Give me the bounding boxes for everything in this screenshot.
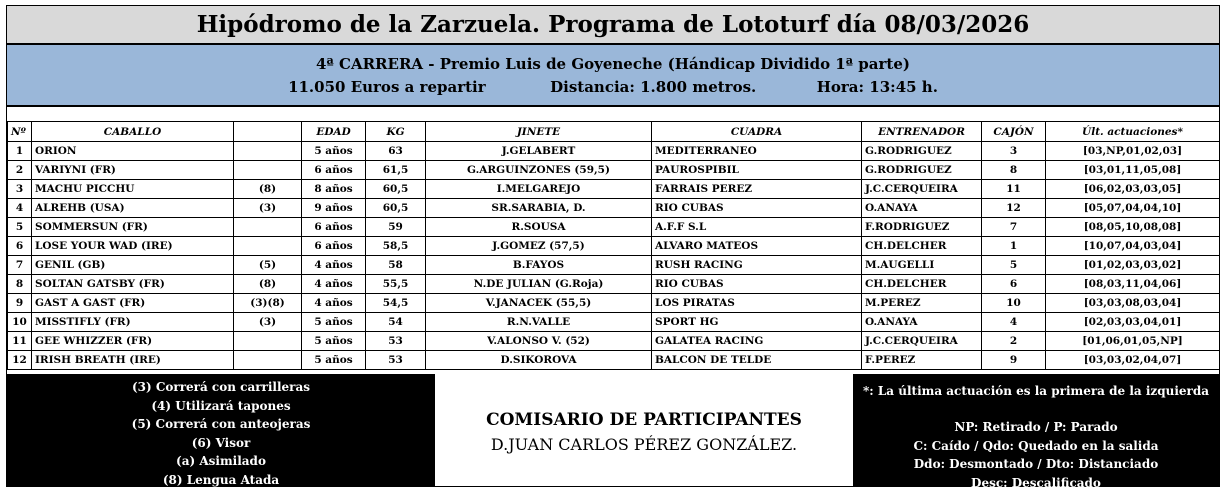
runner-kg: 54: [366, 313, 426, 332]
runner-equipment: (3): [234, 313, 302, 332]
col-header-stall: CAJÓN: [982, 122, 1046, 142]
runner-horse: ALREHB (USA): [32, 199, 234, 218]
runner-form: [06,02,03,03,05]: [1046, 180, 1220, 199]
form-codes: [853, 418, 1219, 492]
runner-num: 7: [8, 256, 32, 275]
runner-horse: SOLTAN GATSBY (FR): [32, 275, 234, 294]
runner-num: 10: [8, 313, 32, 332]
runner-stable: PAUROSPIBIL: [652, 161, 862, 180]
runner-kg: 60,5: [366, 180, 426, 199]
footer: [7, 374, 1219, 490]
runner-trainer: J.C.CERQUEIRA: [862, 332, 982, 351]
runner-age: 4 años: [302, 256, 366, 275]
runner-jockey: SR.SARABIA, D.: [426, 199, 652, 218]
runner-form: [02,03,03,04,01]: [1046, 313, 1220, 332]
runner-num: 9: [8, 294, 32, 313]
col-header-form: Últ. actuaciones*: [1046, 122, 1220, 142]
col-header-trainer: ENTRENADOR: [862, 122, 982, 142]
runner-form: [08,05,10,08,08]: [1046, 218, 1220, 237]
runner-kg: 55,5: [366, 275, 426, 294]
runner-form: [05,07,04,04,10]: [1046, 199, 1220, 218]
runner-stall: 2: [982, 332, 1046, 351]
runners-table: [7, 121, 1220, 370]
runner-equipment: (3): [234, 199, 302, 218]
runner-horse: GEE WHIZZER (FR): [32, 332, 234, 351]
runner-jockey: J.GELABERT: [426, 142, 652, 161]
table-row: [8, 199, 1220, 218]
runner-equipment: [234, 351, 302, 370]
runner-stall: 8: [982, 161, 1046, 180]
runner-age: 5 años: [302, 313, 366, 332]
col-header-stable: CUADRA: [652, 122, 862, 142]
table-row: [8, 313, 1220, 332]
spacer-row: [7, 107, 1219, 121]
col-header-equipment: [234, 122, 302, 142]
runner-horse: MISSTIFLY (FR): [32, 313, 234, 332]
runner-age: 4 años: [302, 294, 366, 313]
runner-stall: 4: [982, 313, 1046, 332]
runner-stall: 7: [982, 218, 1046, 237]
runner-rows: [8, 142, 1220, 370]
runner-equipment: (8): [234, 180, 302, 199]
runner-stable: LOS PIRATAS: [652, 294, 862, 313]
runner-age: 9 años: [302, 199, 366, 218]
runner-equipment: (8): [234, 275, 302, 294]
runner-stall: 3: [982, 142, 1046, 161]
runner-horse: IRISH BREATH (IRE): [32, 351, 234, 370]
runner-jockey: I.MELGAREJO: [426, 180, 652, 199]
runner-num: 12: [8, 351, 32, 370]
legend-item: (3) Correrá con carrilleras: [131, 380, 311, 394]
runner-trainer: G.RODRIGUEZ: [862, 142, 982, 161]
runner-stable: FARRAIS PEREZ: [652, 180, 862, 199]
runner-jockey: V.JANACEK (55,5): [426, 294, 652, 313]
table-row: [8, 142, 1220, 161]
runner-age: 6 años: [302, 161, 366, 180]
legend-item: (5) Correrá con anteojeras: [131, 417, 311, 432]
form-code-item: C: Caído / Qdo: Quedado en la salida: [913, 438, 1159, 453]
race-distance: Distancia: 1.800 metros.: [550, 78, 757, 96]
runner-num: 6: [8, 237, 32, 256]
runner-horse: SOMMERSUN (FR): [32, 218, 234, 237]
race-details: [7, 78, 1219, 96]
comisario-title: COMISARIO DE PARTICIPANTES: [486, 410, 802, 430]
runner-trainer: G.RODRIGUEZ: [862, 161, 982, 180]
table-row: [8, 256, 1220, 275]
runner-stable: SPORT HG: [652, 313, 862, 332]
runner-equipment: [234, 142, 302, 161]
runner-kg: 58: [366, 256, 426, 275]
runner-jockey: R.SOUSA: [426, 218, 652, 237]
runner-num: 11: [8, 332, 32, 351]
runner-stable: GALATEA RACING: [652, 332, 862, 351]
runner-jockey: J.GOMEZ (57,5): [426, 237, 652, 256]
runner-equipment: (5): [234, 256, 302, 275]
runner-equipment: [234, 237, 302, 256]
runner-form: [03,01,11,05,08]: [1046, 161, 1220, 180]
runner-kg: 59: [366, 218, 426, 237]
col-header-age: EDAD: [302, 122, 366, 142]
legend-item: (6) Visor: [191, 435, 251, 450]
runner-stall: 10: [982, 294, 1046, 313]
table-row: [8, 351, 1220, 370]
runner-trainer: O.ANAYA: [862, 313, 982, 332]
runner-stall: 1: [982, 237, 1046, 256]
col-header-jockey: JINETE: [426, 122, 652, 142]
runner-stall: 11: [982, 180, 1046, 199]
race-time: Hora: 13:45 h.: [816, 78, 938, 96]
runner-equipment: [234, 161, 302, 180]
runner-jockey: B.FAYOS: [426, 256, 652, 275]
runner-form: [08,03,11,04,06]: [1046, 275, 1220, 294]
runner-horse: MACHU PICCHU: [32, 180, 234, 199]
runner-stable: RUSH RACING: [652, 256, 862, 275]
runner-stall: 9: [982, 351, 1046, 370]
runner-age: 5 años: [302, 351, 366, 370]
comisario-name: D.JUAN CARLOS PÉREZ GONZÁLEZ.: [490, 435, 798, 454]
col-header-kg: KG: [366, 122, 426, 142]
runner-trainer: CH.DELCHER: [862, 275, 982, 294]
runner-horse: VARIYNI (FR): [32, 161, 234, 180]
runner-trainer: M.AUGELLI: [862, 256, 982, 275]
table-row: [8, 237, 1220, 256]
runner-trainer: F.RODRIGUEZ: [862, 218, 982, 237]
legend-item: (4) Utilizará tapones: [151, 398, 291, 413]
runner-horse: ORION: [32, 142, 234, 161]
runner-form: [03,03,02,04,07]: [1046, 351, 1220, 370]
runner-kg: 53: [366, 332, 426, 351]
runner-form: [01,02,03,03,02]: [1046, 256, 1220, 275]
runner-num: 2: [8, 161, 32, 180]
runner-kg: 60,5: [366, 199, 426, 218]
runner-kg: 54,5: [366, 294, 426, 313]
runner-horse: GENIL (GB): [32, 256, 234, 275]
runner-stable: RIO CUBAS: [652, 199, 862, 218]
table-header-row: [8, 122, 1220, 142]
runner-num: 5: [8, 218, 32, 237]
runner-age: 5 años: [302, 142, 366, 161]
comisario-block: [435, 374, 853, 486]
runner-jockey: G.ARGUINZONES (59,5): [426, 161, 652, 180]
form-code-item: Ddo: Desmontado / Dto: Distanciado: [913, 457, 1159, 472]
form-codes-legend: [853, 374, 1219, 490]
runner-kg: 61,5: [366, 161, 426, 180]
runner-horse: LOSE YOUR WAD (IRE): [32, 237, 234, 256]
runner-stall: 12: [982, 199, 1046, 218]
runner-num: 1: [8, 142, 32, 161]
table-row: [8, 275, 1220, 294]
runner-jockey: R.N.VALLE: [426, 313, 652, 332]
form-note: *: La última actuación es la primera de la izquierda: [862, 384, 1210, 398]
legend-item: (a) Asimilado: [176, 454, 266, 469]
runner-form: [03,NP,01,02,03]: [1046, 142, 1220, 161]
runner-form: [10,07,04,03,04]: [1046, 237, 1220, 256]
runner-kg: 53: [366, 351, 426, 370]
runner-age: 8 años: [302, 180, 366, 199]
runner-form: [03,03,08,03,04]: [1046, 294, 1220, 313]
runner-trainer: O.ANAYA: [862, 199, 982, 218]
runner-stable: BALCON DE TELDE: [652, 351, 862, 370]
race-name: 4ª CARRERA - Premio Luis de Goyeneche (Hándicap Dividido 1ª parte): [316, 55, 910, 73]
runner-stable: MEDITERRANEO: [652, 142, 862, 161]
runner-kg: 58,5: [366, 237, 426, 256]
runner-form: [01,06,01,05,NP]: [1046, 332, 1220, 351]
col-header-num: Nº: [8, 122, 32, 142]
runner-num: 3: [8, 180, 32, 199]
runner-stable: RIO CUBAS: [652, 275, 862, 294]
table-row: [8, 218, 1220, 237]
runner-age: 6 años: [302, 218, 366, 237]
runner-jockey: D.SIKOROVA: [426, 351, 652, 370]
runner-age: 5 años: [302, 332, 366, 351]
runner-equipment: (3)(8): [234, 294, 302, 313]
race-info-bar: [7, 45, 1219, 107]
runner-num: 8: [8, 275, 32, 294]
runner-trainer: J.C.CERQUEIRA: [862, 180, 982, 199]
table-row: [8, 294, 1220, 313]
race-prize: 11.050 Euros a repartir: [288, 78, 486, 96]
runner-equipment: [234, 218, 302, 237]
race-program-sheet: [6, 5, 1220, 490]
legend-item: (8) Lengua Atada: [162, 472, 280, 487]
runner-trainer: F.PEREZ: [862, 351, 982, 370]
runner-stall: 5: [982, 256, 1046, 275]
form-code-item: Desc: Descalificado: [971, 475, 1101, 490]
runner-trainer: M.PEREZ: [862, 294, 982, 313]
col-header-horse: CABALLO: [32, 122, 234, 142]
runner-kg: 63: [366, 142, 426, 161]
runner-trainer: CH.DELCHER: [862, 237, 982, 256]
table-row: [8, 161, 1220, 180]
table-row: [8, 332, 1220, 351]
table-row: [8, 180, 1220, 199]
page-title: Hipódromo de la Zarzuela. Programa de Lototurf día 08/03/2026: [7, 6, 1219, 45]
equipment-legend: [7, 374, 435, 486]
runner-stable: ALVARO MATEOS: [652, 237, 862, 256]
runner-stall: 6: [982, 275, 1046, 294]
runner-equipment: [234, 332, 302, 351]
runner-num: 4: [8, 199, 32, 218]
runner-jockey: N.DE JULIAN (G.Roja): [426, 275, 652, 294]
runner-age: 4 años: [302, 275, 366, 294]
form-code-item: NP: Retirado / P: Parado: [954, 420, 1118, 434]
runner-age: 6 años: [302, 237, 366, 256]
runner-horse: GAST A GAST (FR): [32, 294, 234, 313]
runner-stable: A.F.F S.L: [652, 218, 862, 237]
runner-jockey: V.ALONSO V. (52): [426, 332, 652, 351]
